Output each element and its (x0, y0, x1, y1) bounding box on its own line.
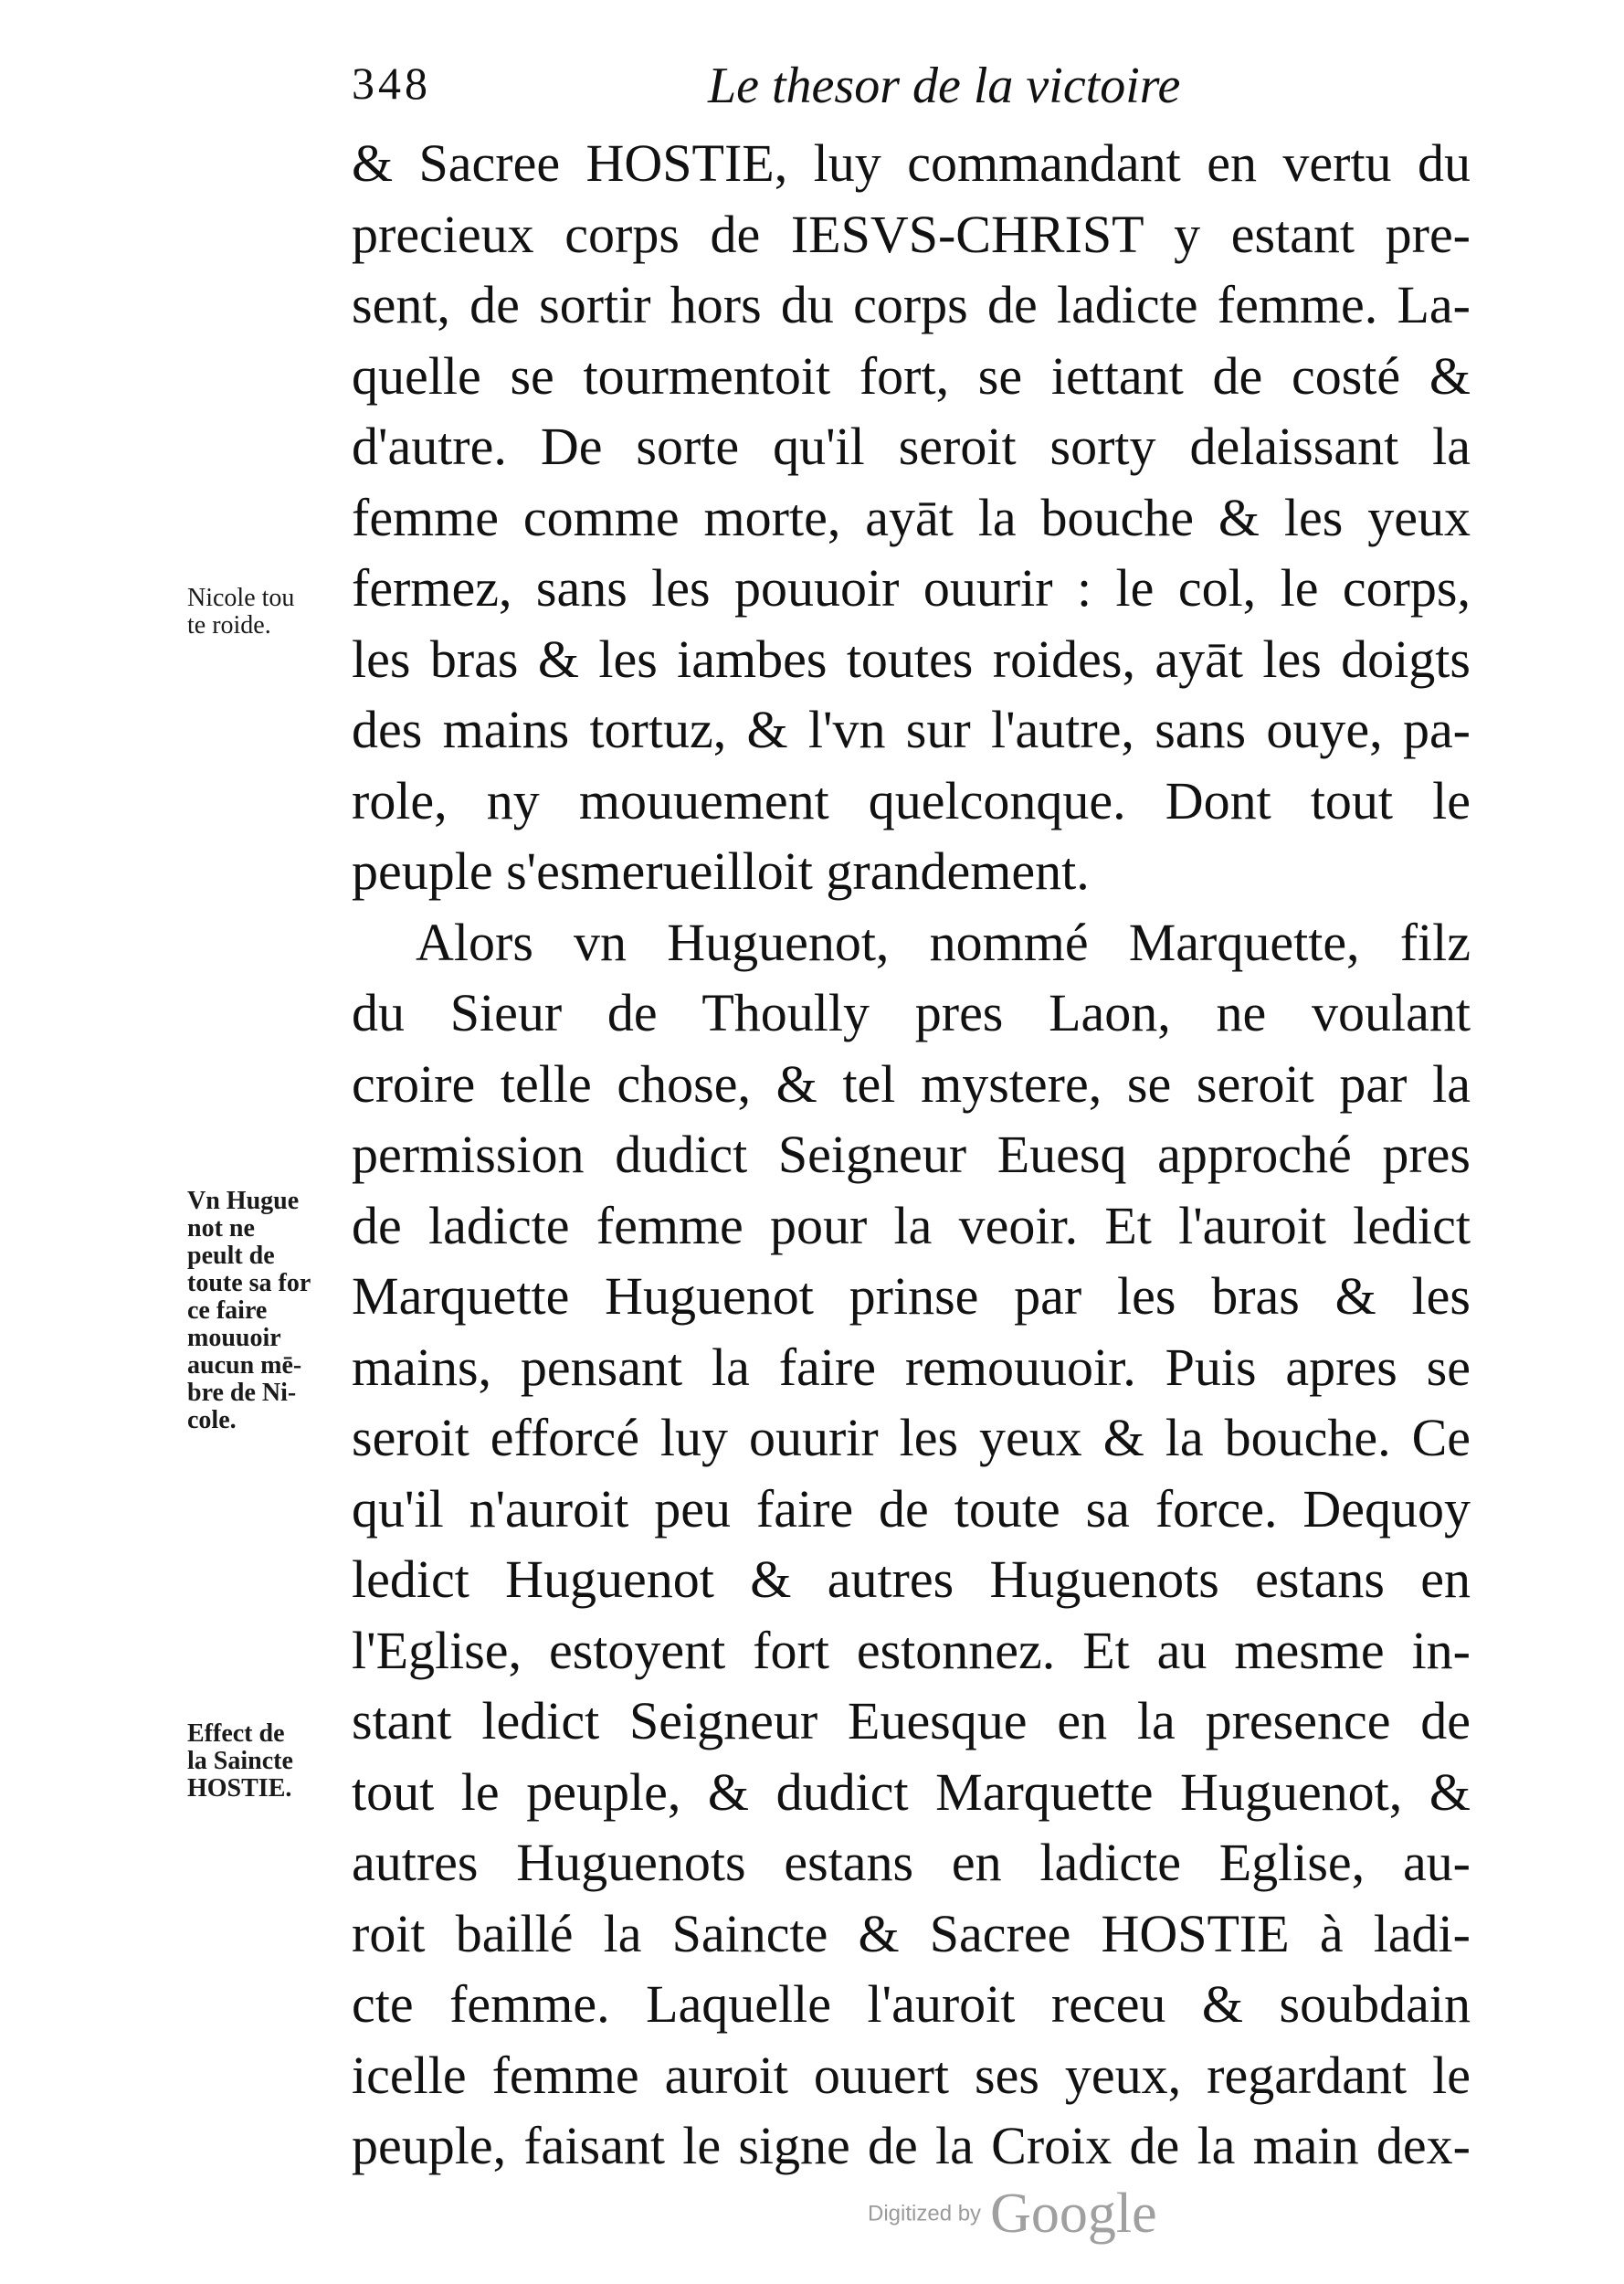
text-line: quelle se tourmentoit fort, se iettant de costé & (352, 345, 1471, 406)
text-line: croire telle chose, & tel mystere, se seroit par la (352, 1053, 1471, 1114)
text-line: stant ledict Seigneur Euesque en la presence de (352, 1691, 1471, 1750)
margin-note-line: HOSTIE. (187, 1774, 292, 1803)
text-line: ledict Huguenot & autres Huguenots estans en (352, 1549, 1471, 1609)
text-line: Marquette Huguenot prinse par les bras & les (352, 1266, 1471, 1326)
digitized-watermark (868, 2182, 1157, 2255)
text-line: roit baillé la Saincte & Sacree HOSTIE à ladi- (352, 1903, 1471, 1963)
text-line: role, ny mouuement quelconque. Dont tout le (352, 770, 1471, 830)
page-number: 348 (352, 58, 431, 109)
text-line: du Sieur de Thoully pres Laon, ne voulant (352, 983, 1471, 1042)
body-text (352, 128, 1471, 2182)
margin-note-nicole-roide (187, 585, 361, 640)
text-line: des mains tortuz, & l'vn sur l'autre, sans ouye, pa- (352, 700, 1471, 759)
margin-note-line: Vn Hugue (187, 1187, 300, 1215)
margin-note-line: Effect de (187, 1719, 285, 1748)
margin-note-line: not ne (187, 1214, 255, 1242)
margin-note-line: te roide. (187, 611, 271, 640)
text-line: d'autre. De sorte qu'il seroit sorty delaissant la (352, 417, 1471, 476)
text-line: autres Huguenots estans en ladicte Eglise, au- (352, 1833, 1471, 1892)
text-line: seroit efforcé luy ouurir les yeux & la bouche. Ce (352, 1408, 1471, 1467)
margin-note-line: mouuoir (187, 1324, 281, 1352)
text-line: icelle femme auroit ouuert ses yeux, regardant le (352, 2045, 1471, 2105)
text-line: l'Eglise, estoyent fort estonnez. Et au mesme in- (352, 1620, 1471, 1680)
text-line: precieux corps de IESVS-CHRIST y estant pre- (352, 204, 1471, 264)
google-logo: Google (990, 2183, 1157, 2245)
text-line: sent, de sortir hors du corps de ladicte femme. La- (352, 275, 1471, 334)
text-line: tout le peuple, & dudict Marquette Huguenot, & (352, 1761, 1471, 1822)
text-line: permission dudict Seigneur Euesq approché pres (352, 1125, 1471, 1184)
text-line: qu'il n'auroit peu faire de toute sa force. Dequoy (352, 1478, 1471, 1539)
margin-note-line: peult de (187, 1242, 275, 1270)
margin-note-huguenot (187, 1188, 361, 1434)
text-line: cte femme. Laquelle l'auroit receu & soubdain (352, 1974, 1471, 2034)
text-line: peuple s'esmerueilloit grandement. (352, 841, 1090, 901)
text-line: les bras & les iambes toutes roides, ayāt les doigts (352, 629, 1471, 689)
margin-note-line: la Saincte (187, 1747, 293, 1775)
text-line: femme comme morte, ayāt la bouche & les yeux (352, 487, 1471, 547)
digitized-label: Digitized by (868, 2201, 982, 2226)
margin-note-line: Nicole tou (187, 584, 295, 612)
text-line: mains, pensant la faire remouuoir. Puis apres se (352, 1337, 1471, 1397)
margin-note-effect-hostie (187, 1720, 361, 1803)
running-title: Le thesor de la victoire (708, 58, 1181, 114)
page-header (352, 57, 1192, 130)
margin-note-line: cole. (187, 1406, 237, 1434)
text-line: de ladicte femme pour la veoir. Et l'auroit ledict (352, 1195, 1471, 1255)
margin-note-line: ce faire (187, 1296, 268, 1325)
margin-note-line: aucun mē- (187, 1351, 302, 1380)
margin-note-line: bre de Ni- (187, 1379, 297, 1407)
margin-note-line: toute sa for (187, 1269, 311, 1297)
text-line: Alors vn Huguenot, nommé Marquette, filz (416, 912, 1471, 972)
text-line: peuple, faisant le signe de la Croix de la main dex- (352, 2116, 1471, 2175)
text-line: & Sacree HOSTIE, luy commandant en vertu du (352, 133, 1471, 193)
text-line: fermez, sans les pouuoir ouurir : le col, le corps, (352, 558, 1471, 618)
